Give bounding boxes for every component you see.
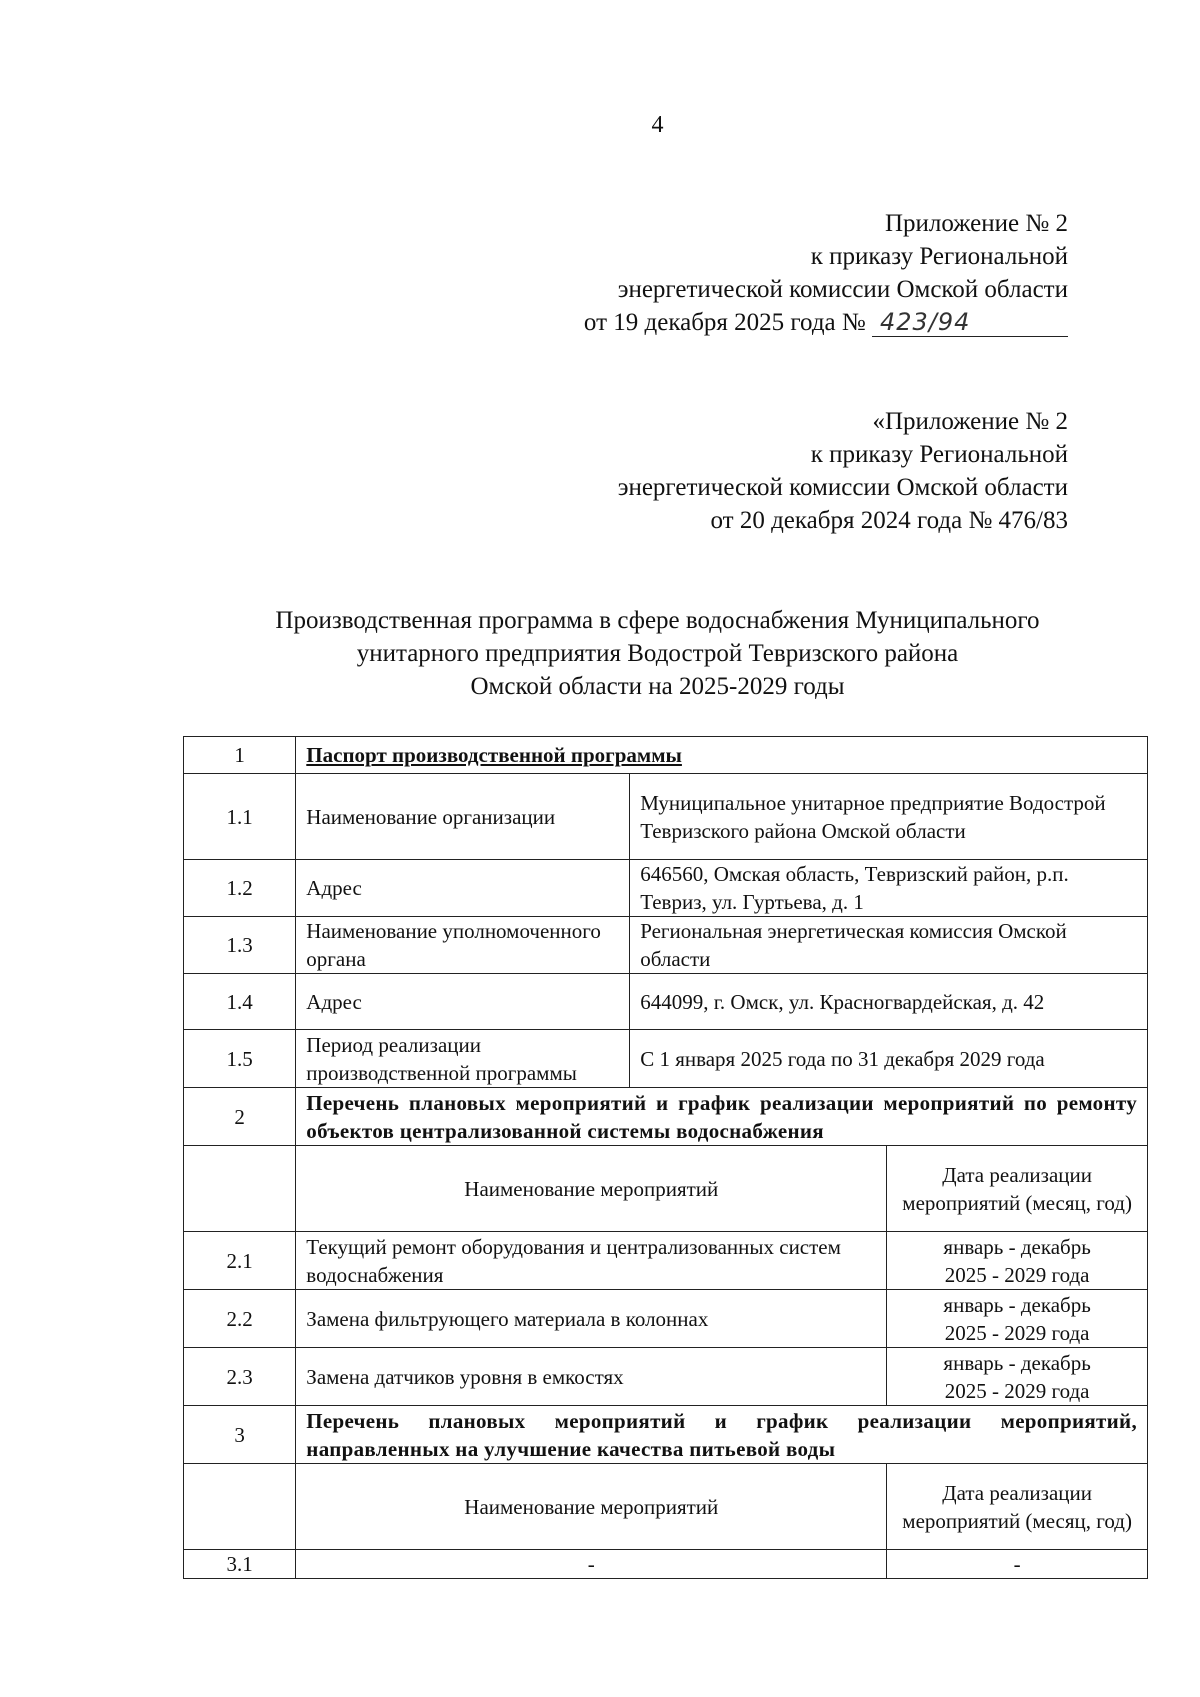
- section-title: Перечень плановых мероприятий и график реализации мероприятий по ремонту объектов централизованной системы водоснабжения: [296, 1088, 1148, 1146]
- appendix-commission: энергетической комиссии Омской области: [617, 276, 1068, 303]
- row-label: Адрес: [296, 860, 630, 917]
- row-label: Период реализации производственной программы: [296, 1030, 630, 1088]
- row-number: 1.3: [184, 917, 296, 974]
- column-header-row: [184, 1464, 1148, 1550]
- appendix-order-ref: к приказу Региональной: [810, 243, 1068, 270]
- row-name: -: [296, 1550, 887, 1579]
- row-date-months: январь - декабрь: [943, 1234, 1091, 1259]
- row-date: [887, 1232, 1148, 1290]
- row-name: Замена датчиков уровня в емкостях: [296, 1348, 887, 1406]
- row-value: Муниципальное унитарное предприятие Водострой Тевризского района Омской области: [630, 774, 1148, 860]
- row-number: 2.2: [184, 1290, 296, 1348]
- section-title: Перечень плановых мероприятий и график реализации мероприятий, направленных на улучшение качества питьевой воды: [296, 1406, 1148, 1464]
- document-title: [0, 604, 1200, 703]
- row-date: [887, 1290, 1148, 1348]
- row-value: Региональная энергетическая комиссия Омской области: [630, 917, 1148, 974]
- row-label: Адрес: [296, 974, 630, 1030]
- row-date-months: январь - декабрь: [943, 1292, 1091, 1317]
- row-number: 1.1: [184, 774, 296, 860]
- row-date-months: январь - декабрь: [943, 1350, 1091, 1375]
- row-value: 644099, г. Омск, ул. Красногвардейская, д. 42: [630, 974, 1148, 1030]
- appendix-commission: энергетической комиссии Омской области: [617, 474, 1068, 501]
- appendix-header-previous: [618, 405, 1068, 537]
- appendix-order-ref: к приказу Региональной: [810, 441, 1068, 468]
- table-row: [184, 774, 1148, 860]
- table-row: [184, 917, 1148, 974]
- appendix-header-current: [584, 207, 1068, 339]
- table-row: [184, 860, 1148, 917]
- row-number: 1.4: [184, 974, 296, 1030]
- row-label: Наименование организации: [296, 774, 630, 860]
- appendix-date: от 19 декабря 2025 года №: [583, 309, 866, 336]
- section-header-row: [184, 1088, 1148, 1146]
- table-row: [184, 974, 1148, 1030]
- row-name: Текущий ремонт оборудования и централизованных систем водоснабжения: [296, 1232, 887, 1290]
- section-header-row: [184, 737, 1148, 774]
- column-header-date: Дата реализации мероприятий (месяц, год): [887, 1464, 1148, 1550]
- table-row: [184, 1232, 1148, 1290]
- column-header-name: Наименование мероприятий: [296, 1146, 887, 1232]
- section-number: 1: [184, 737, 296, 774]
- row-date: [887, 1348, 1148, 1406]
- row-number: 3.1: [184, 1550, 296, 1579]
- section-title-text: Паспорт производственной программы: [306, 743, 682, 767]
- row-value: 646560, Омская область, Тевризский район, р.п. Тевриз, ул. Гуртьева, д. 1: [630, 860, 1148, 917]
- section-number: 3: [184, 1406, 296, 1464]
- row-number: 1.2: [184, 860, 296, 917]
- table-row: [184, 1348, 1148, 1406]
- section-header-row: [184, 1406, 1148, 1464]
- row-number: 2.1: [184, 1232, 296, 1290]
- production-program-table: [183, 736, 1148, 1579]
- table-row: [184, 1290, 1148, 1348]
- empty-cell: [184, 1146, 296, 1232]
- column-header-date: Дата реализации мероприятий (месяц, год): [887, 1146, 1148, 1232]
- row-number: 2.3: [184, 1348, 296, 1406]
- section-title: [296, 737, 1148, 774]
- appendix-date-line: [584, 306, 1068, 339]
- row-date-years: 2025 - 2029 года: [944, 1262, 1090, 1287]
- appendix-date: от 20 декабря 2024 года № 476/83: [710, 507, 1068, 534]
- row-name: Замена фильтрующего материала в колоннах: [296, 1290, 887, 1348]
- title-line: Омской области на 2025-2029 годы: [470, 673, 845, 700]
- page-number: 4: [651, 112, 664, 138]
- appendix-title: Приложение № 2: [884, 210, 1068, 237]
- row-date-years: 2025 - 2029 года: [944, 1320, 1090, 1345]
- row-date: -: [887, 1550, 1148, 1579]
- column-header-row: [184, 1146, 1148, 1232]
- empty-cell: [184, 1464, 296, 1550]
- column-header-name: Наименование мероприятий: [296, 1464, 887, 1550]
- row-value: С 1 января 2025 года по 31 декабря 2029 года: [630, 1030, 1148, 1088]
- section-number: 2: [184, 1088, 296, 1146]
- row-number: 1.5: [184, 1030, 296, 1088]
- table-row: [184, 1030, 1148, 1088]
- table-row: [184, 1550, 1148, 1579]
- handwritten-order-number: 423/94: [872, 308, 1068, 337]
- row-date-years: 2025 - 2029 года: [944, 1378, 1090, 1403]
- title-line: Производственная программа в сфере водоснабжения Муниципального: [275, 607, 1040, 634]
- title-line: унитарного предприятия Водострой Тевризского района: [356, 640, 959, 667]
- row-label: Наименование уполномоченного органа: [296, 917, 630, 974]
- appendix-title: «Приложение № 2: [872, 408, 1068, 435]
